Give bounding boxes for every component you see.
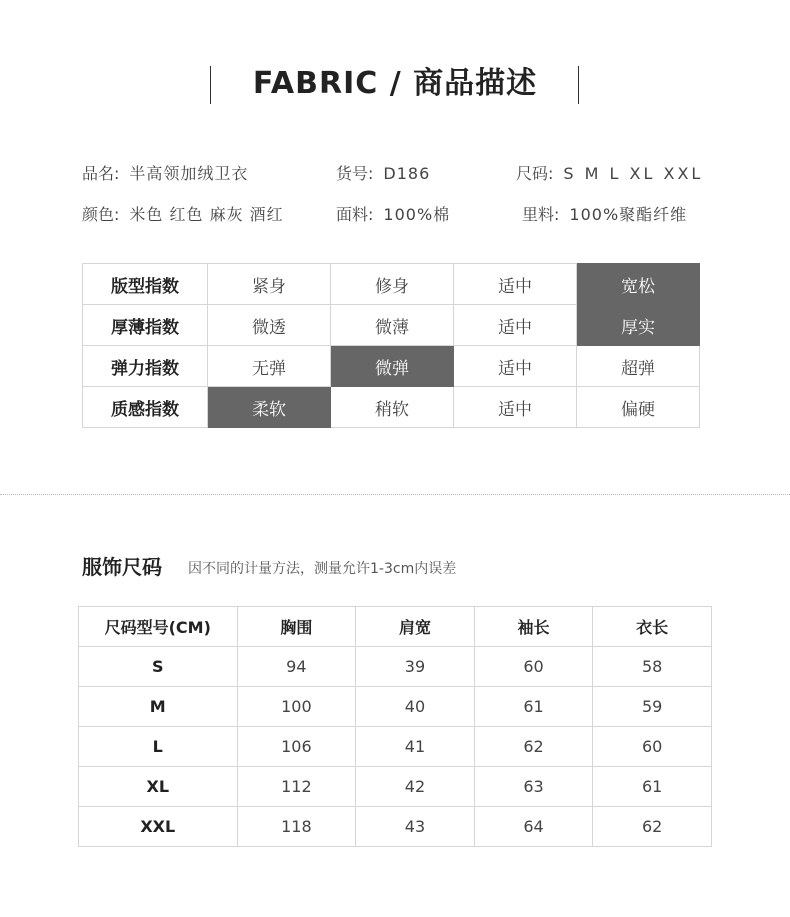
index-option-selected: 宽松 <box>576 264 699 305</box>
header-right-rule <box>578 66 579 104</box>
column-header: 袖长 <box>474 607 593 647</box>
table-cell: 60 <box>474 647 593 687</box>
table-cell: 41 <box>356 727 475 767</box>
index-option: 微透 <box>207 305 330 346</box>
column-header: 衣长 <box>593 607 712 647</box>
item-number-label: 货号: <box>336 164 374 183</box>
table-cell: 39 <box>356 647 475 687</box>
lining <box>522 205 687 225</box>
table-cell: 60 <box>593 727 712 767</box>
size-list-value: S M L XL XXL <box>563 164 704 183</box>
table-cell: 118 <box>237 807 356 847</box>
table-cell: 58 <box>593 647 712 687</box>
product-name <box>82 164 248 184</box>
index-row <box>83 346 700 387</box>
index-option: 适中 <box>453 305 576 346</box>
index-option: 适中 <box>453 346 576 387</box>
table-row <box>79 727 712 767</box>
color-list-label: 颜色: <box>82 205 120 224</box>
table-cell: S <box>79 647 238 687</box>
index-row <box>83 305 700 346</box>
table-cell: 43 <box>356 807 475 847</box>
item-number-value: D186 <box>383 164 431 183</box>
index-option: 适中 <box>453 264 576 305</box>
section-divider <box>0 494 790 495</box>
table-row <box>79 647 712 687</box>
table-cell: 112 <box>237 767 356 807</box>
index-row-label: 弹力指数 <box>83 346 208 387</box>
index-row-label: 厚薄指数 <box>83 305 208 346</box>
fabric-value: 100%棉 <box>383 205 451 224</box>
color-list-value: 米色 红色 麻灰 酒红 <box>129 205 284 224</box>
table-cell: 62 <box>474 727 593 767</box>
index-option-selected: 厚实 <box>576 305 699 346</box>
fabric <box>336 205 450 225</box>
table-cell: M <box>79 687 238 727</box>
index-option-selected: 柔软 <box>207 387 330 428</box>
table-cell: 40 <box>356 687 475 727</box>
index-option: 超弹 <box>576 346 699 387</box>
fabric-label: 面料: <box>336 205 374 224</box>
table-cell: 94 <box>237 647 356 687</box>
table-cell: 42 <box>356 767 475 807</box>
table-row <box>79 767 712 807</box>
table-cell: 100 <box>237 687 356 727</box>
table-cell: XL <box>79 767 238 807</box>
size-list-label: 尺码: <box>516 164 554 183</box>
lining-value: 100%聚酯纤维 <box>569 205 688 224</box>
table-cell: 61 <box>474 687 593 727</box>
index-option: 紧身 <box>207 264 330 305</box>
table-cell: 64 <box>474 807 593 847</box>
index-row <box>83 264 700 305</box>
table-cell: 61 <box>593 767 712 807</box>
column-header: 肩宽 <box>356 607 475 647</box>
index-option: 适中 <box>453 387 576 428</box>
index-option-selected: 微弹 <box>330 346 453 387</box>
index-row-label: 版型指数 <box>83 264 208 305</box>
page-title: FABRIC / 商品描述 <box>252 66 538 101</box>
item-number <box>336 164 430 184</box>
index-row-label: 质感指数 <box>83 387 208 428</box>
column-header: 尺码型号(CM) <box>79 607 238 647</box>
column-header: 胸围 <box>237 607 356 647</box>
table-cell: 106 <box>237 727 356 767</box>
table-row <box>79 807 712 847</box>
table-cell: 62 <box>593 807 712 847</box>
table-cell: 59 <box>593 687 712 727</box>
index-row <box>83 387 700 428</box>
table-cell: L <box>79 727 238 767</box>
header-left-rule <box>210 66 211 104</box>
product-name-value: 半高领加绒卫衣 <box>129 164 249 183</box>
color-list <box>82 205 284 225</box>
lining-label: 里料: <box>522 205 560 224</box>
table-cell: 63 <box>474 767 593 807</box>
index-option: 无弹 <box>207 346 330 387</box>
size-list <box>516 164 703 184</box>
size-section-note: 因不同的计量方法，测量允许1-3cm内误差 <box>188 561 457 577</box>
product-name-label: 品名: <box>82 164 120 183</box>
index-option: 稍软 <box>330 387 453 428</box>
index-option: 修身 <box>330 264 453 305</box>
size-section-title: 服饰尺码 <box>82 555 162 579</box>
table-row <box>79 687 712 727</box>
table-cell: XXL <box>79 807 238 847</box>
size-table-header <box>79 607 712 647</box>
index-option: 微薄 <box>330 305 453 346</box>
index-option: 偏硬 <box>576 387 699 428</box>
fabric-index-table <box>82 263 700 428</box>
size-table <box>78 606 712 847</box>
